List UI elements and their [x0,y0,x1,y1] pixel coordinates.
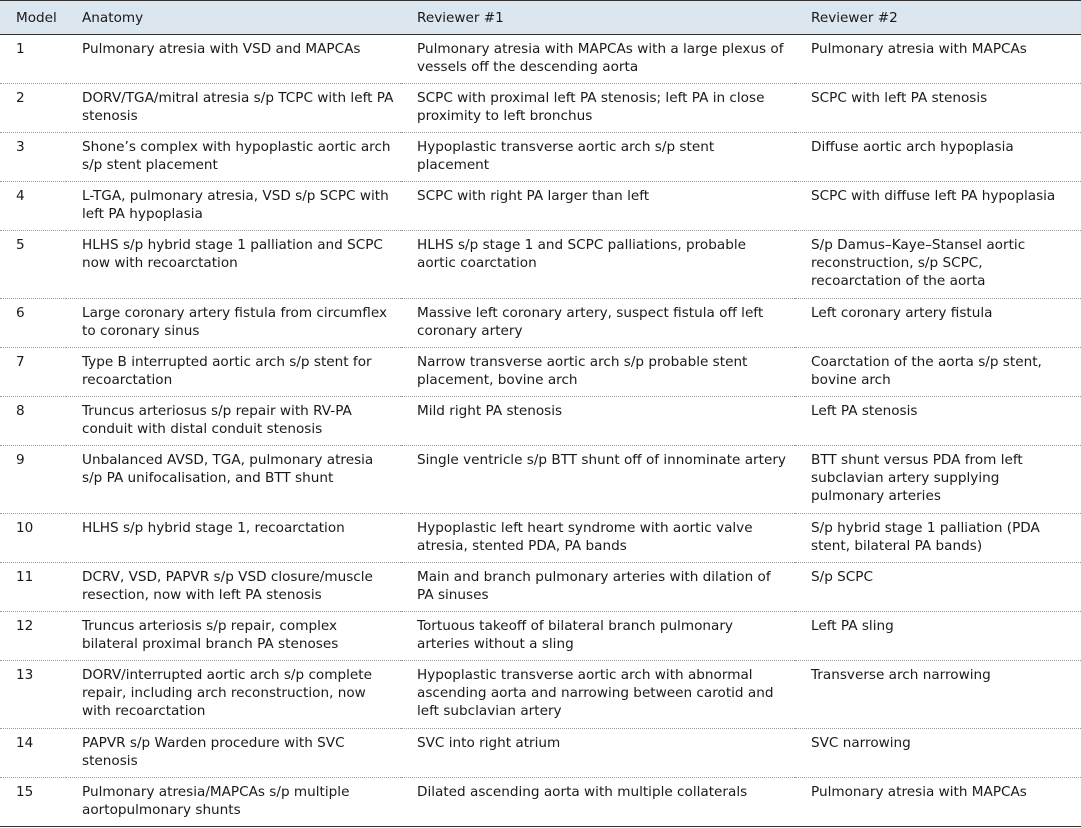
cell-reviewer-2: Diffuse aortic arch hypoplasia [795,133,1081,182]
cell-reviewer-2: Left PA stenosis [795,397,1081,446]
cell-model: 8 [0,397,66,446]
cell-reviewer-1: Single ventricle s/p BTT shunt off of innominate artery [401,446,795,514]
cell-anatomy: Pulmonary atresia/MAPCAs s/p multiple aortopulmonary shunts [82,784,350,818]
cell-reviewer-2: Left coronary artery fistula [795,299,1081,348]
cell-reviewer-2: Transverse arch narrowing [795,661,1081,729]
header-anatomy: Anatomy [66,1,401,35]
cell-model: 13 [0,661,66,729]
cell-model: 7 [0,348,66,397]
table-row [0,729,1081,778]
cell-model: 4 [0,182,66,231]
cell-reviewer-1: SCPC with proximal left PA stenosis; left PA in close proximity to left bronchus [401,84,795,133]
cell-reviewer-1: Hypoplastic transverse aortic arch s/p stent placement [401,133,795,182]
header-row [0,1,1081,35]
cell-reviewer-2: Coarctation of the aorta s/p stent, bovine arch [795,348,1081,397]
cell-reviewer-2: S/p Damus–Kaye–Stansel aortic reconstruction, s/p SCPC, recoarctation of the aorta [795,231,1081,299]
cell-anatomy: Unbalanced AVSD, TGA, pulmonary atresia s/p PA unifocalisation, and BTT shunt [66,446,401,514]
table-row [0,182,1081,231]
cell-anatomy: DORV/TGA/mitral atresia s/p TCPC with left PA stenosis [66,84,401,133]
cell-model: 3 [0,133,66,182]
cell-reviewer-2: Pulmonary atresia with MAPCAs [811,784,1027,800]
cell-reviewer-2: Pulmonary atresia with MAPCAs [795,35,1081,84]
cell-reviewer-1: Main and branch pulmonary arteries with dilation of PA sinuses [401,563,795,612]
cell-reviewer-2: S/p hybrid stage 1 palliation (PDA stent, bilateral PA bands) [795,514,1081,563]
cell-model: 12 [0,612,66,661]
cell-model: 6 [0,299,66,348]
cell-reviewer-2: SCPC with left PA stenosis [795,84,1081,133]
cell-reviewer-1: SCPC with right PA larger than left [401,182,795,231]
cell-anatomy: Truncus arteriosus s/p repair with RV-PA conduit with distal conduit stenosis [66,397,401,446]
cell-anatomy: DORV/interrupted aortic arch s/p complete repair, including arch reconstruction, now with recoarctation [66,661,401,729]
cell-reviewer-2: SCPC with diffuse left PA hypoplasia [795,182,1081,231]
cell-reviewer-1: Narrow transverse aortic arch s/p probable stent placement, bovine arch [401,348,795,397]
cell-anatomy: Large coronary artery fistula from circumflex to coronary sinus [66,299,401,348]
cell-reviewer-1: Massive left coronary artery, suspect fistula off left coronary artery [401,299,795,348]
cell-reviewer-2: SVC narrowing [795,729,1081,778]
cell-model: 10 [0,514,66,563]
table-row [0,84,1081,133]
header-model: Model [0,1,66,35]
cell-reviewer-1: Pulmonary atresia with MAPCAs with a large plexus of vessels off the descending aorta [401,35,795,84]
cell-model: 1 [0,35,66,84]
cell-reviewer-2: S/p SCPC [795,563,1081,612]
table-header [0,1,1081,35]
header-reviewer-2: Reviewer #2 [795,1,1081,35]
cell-anatomy: HLHS s/p hybrid stage 1, recoarctation [66,514,401,563]
cell-model: 9 [0,446,66,514]
table-row [0,231,1081,299]
cell-anatomy: Type B interrupted aortic arch s/p stent for recoarctation [66,348,401,397]
cell-model: 14 [0,729,66,778]
cell-reviewer-1: Hypoplastic transverse aortic arch with abnormal ascending aorta and narrowing between carotid and left subclavian artery [401,661,795,729]
cell-reviewer-1: HLHS s/p stage 1 and SCPC palliations, probable aortic coarctation [401,231,795,299]
cell-anatomy: Shone’s complex with hypoplastic aortic arch s/p stent placement [66,133,401,182]
table-row [0,514,1081,563]
cell-reviewer-1: Tortuous takeoff of bilateral branch pulmonary arteries without a sling [401,612,795,661]
cell-reviewer-1: Mild right PA stenosis [401,397,795,446]
table-row [0,446,1081,514]
table-row [0,397,1081,446]
table-row [0,661,1081,729]
table-row [0,35,1081,84]
cell-reviewer-1: Hypoplastic left heart syndrome with aortic valve atresia, stented PDA, PA bands [401,514,795,563]
table-row [0,612,1081,661]
header-reviewer-1: Reviewer #1 [401,1,795,35]
cell-anatomy: PAPVR s/p Warden procedure with SVC stenosis [66,729,401,778]
cell-reviewer-1: Dilated ascending aorta with multiple collaterals [417,784,748,800]
table-row [0,563,1081,612]
table-row [0,133,1081,182]
cell-model: 15 [16,784,34,800]
cell-anatomy: DCRV, VSD, PAPVR s/p VSD closure/muscle resection, now with left PA stenosis [66,563,401,612]
cell-reviewer-1: SVC into right atrium [401,729,795,778]
cell-model: 5 [0,231,66,299]
table-row [0,778,1081,827]
cell-reviewer-2: Left PA sling [795,612,1081,661]
cell-anatomy: Truncus arteriosis s/p repair, complex bilateral proximal branch PA stenoses [66,612,401,661]
table-body [0,35,1081,827]
cell-anatomy: HLHS s/p hybrid stage 1 palliation and SCPC now with recoarctation [66,231,401,299]
cell-anatomy: Pulmonary atresia with VSD and MAPCAs [66,35,401,84]
table-row [0,348,1081,397]
cell-reviewer-2: BTT shunt versus PDA from left subclavian artery supplying pulmonary arteries [795,446,1081,514]
cell-model: 11 [0,563,66,612]
table-row [0,299,1081,348]
cell-model: 2 [0,84,66,133]
cell-anatomy: L-TGA, pulmonary atresia, VSD s/p SCPC with left PA hypoplasia [66,182,401,231]
